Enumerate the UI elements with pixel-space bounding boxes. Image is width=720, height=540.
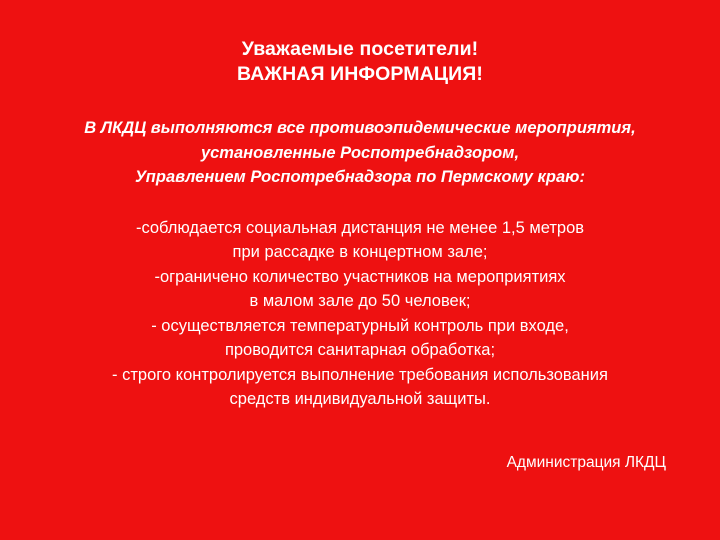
subheading-line-3: Управлением Роспотребнадзора по Пермскому краю:	[135, 168, 585, 186]
title-line-1: Уважаемые посетители!	[241, 38, 479, 60]
page-title	[16, 37, 704, 87]
measures-line-3: -ограничено количество участников на мероприятиях	[154, 267, 566, 286]
subheading-line-1: В ЛКДЦ выполняются все противоэпидемические мероприятия,	[84, 119, 636, 137]
measures-line-8: средств индивидуальной защиты.	[229, 390, 491, 408]
measures-line-2: при рассадке в концертном зале;	[232, 243, 488, 261]
measures-line-4: в малом зале до 50 человек;	[249, 292, 471, 310]
measures-line-1: -соблюдается социальная дистанция не менее 1,5 метров	[135, 218, 585, 237]
subheading-line-2: установленные Роспотребнадзором,	[200, 143, 520, 162]
subheading	[16, 116, 704, 190]
measures-line-5: - осуществляется температурный контроль при входе,	[151, 316, 569, 335]
measures-line-6: проводится санитарная обработка;	[224, 341, 496, 359]
measures-list	[16, 216, 704, 412]
signature: Администрация ЛКДЦ	[506, 453, 666, 471]
measures-line-7: - строго контролируется выполнение требования использования	[112, 365, 608, 384]
title-line-2: ВАЖНАЯ ИНФОРМАЦИЯ!	[237, 63, 483, 85]
